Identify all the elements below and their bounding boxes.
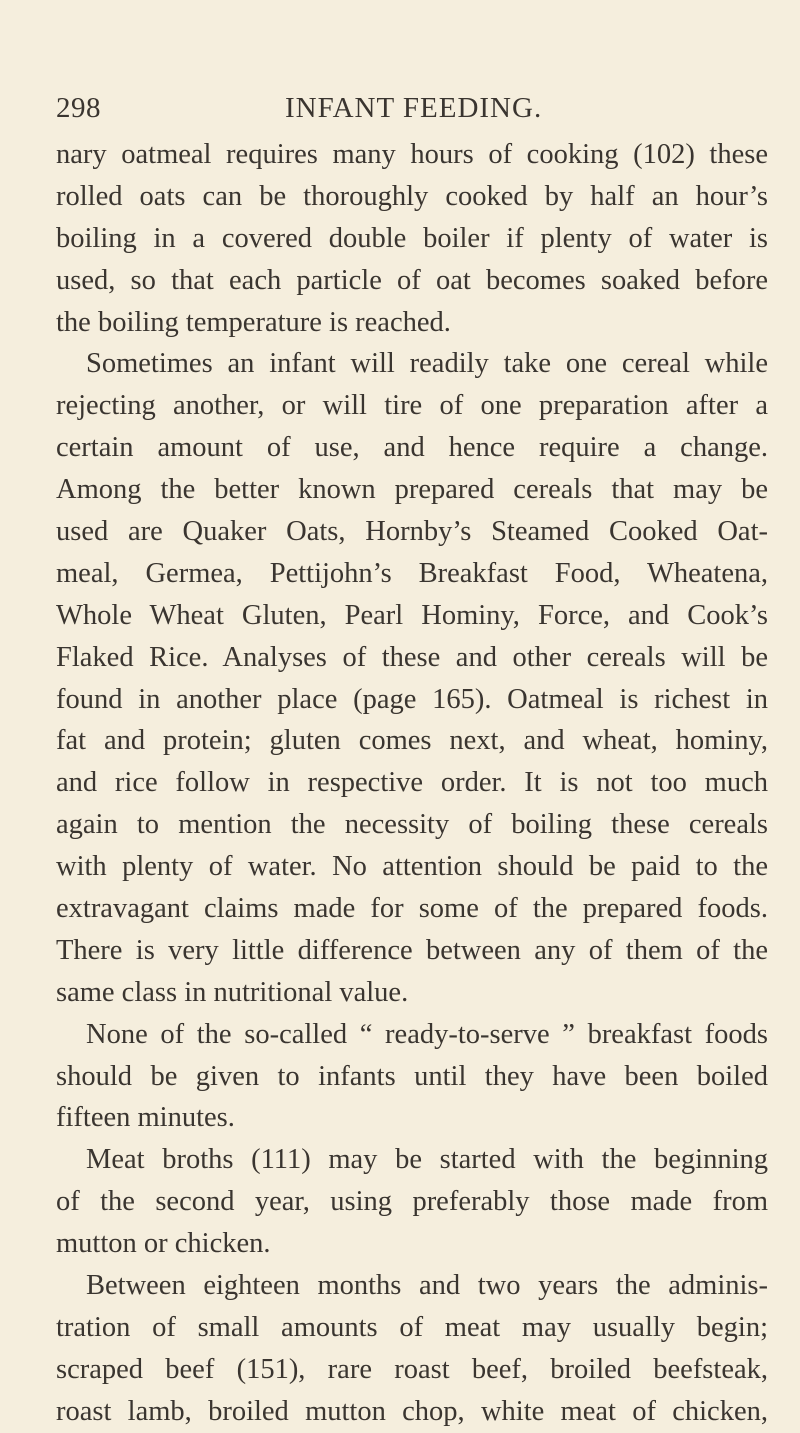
text-line: meal, Germea, Pettijohn’s Breakfast Food, Wheatena, bbox=[56, 557, 768, 589]
running-head bbox=[56, 88, 756, 128]
text-line: Flaked Rice. Analyses of these and other cereals will be bbox=[56, 641, 768, 673]
text-line: same class in nutritional value. bbox=[56, 976, 409, 1008]
text-line: Meat broths (111) may be started with the beginning bbox=[86, 1144, 768, 1176]
text-line: used, so that each particle of oat becomes soaked before bbox=[56, 264, 768, 296]
text-line: rolled oats can be thoroughly cooked by half an hour’s bbox=[56, 180, 768, 212]
text-line: Whole Wheat Gluten, Pearl Hominy, Force, and Cook’s bbox=[56, 599, 768, 631]
text-line: scraped beef (151), rare roast beef, broiled beefsteak, bbox=[56, 1353, 768, 1385]
text-line: of the second year, using preferably those made from bbox=[56, 1186, 768, 1218]
text-line: the boiling temperature is reached. bbox=[56, 306, 451, 338]
text-line: fat and protein; gluten comes next, and wheat, hominy, bbox=[56, 725, 768, 757]
text-line: nary oatmeal requires many hours of cooking (102) these bbox=[56, 139, 768, 170]
text-line: with plenty of water. No attention should be paid to the bbox=[56, 851, 768, 883]
text-line: certain amount of use, and hence require a change. bbox=[56, 432, 768, 464]
text-line: should be given to infants until they have been boiled bbox=[56, 1060, 768, 1092]
text-line: tration of small amounts of meat may usually begin; bbox=[56, 1311, 768, 1343]
text-line: Among the better known prepared cereals that may be bbox=[56, 474, 768, 506]
text-line: fifteen minutes. bbox=[56, 1102, 235, 1134]
text-line: There is very little difference between any of them of the bbox=[56, 934, 768, 966]
text-line: rejecting another, or will tire of one preparation after a bbox=[56, 390, 768, 422]
text-line: None of the so-called “ ready-to-serve ” breakfast foods bbox=[86, 1018, 768, 1050]
text-line: extravagant claims made for some of the prepared foods. bbox=[56, 893, 768, 925]
text-line: Between eighteen months and two years the adminis- bbox=[86, 1270, 768, 1302]
text-line: boiling in a covered double boiler if plenty of water is bbox=[56, 222, 768, 254]
text-line: roast lamb, broiled mutton chop, white meat of chicken, bbox=[56, 1395, 768, 1427]
text-line: Sometimes an infant will readily take one cereal while bbox=[86, 348, 768, 380]
text-line: mutton or chicken. bbox=[56, 1228, 271, 1260]
text-line: and rice follow in respective order. It is not too much bbox=[56, 767, 768, 799]
body-text bbox=[56, 134, 768, 1433]
text-line: used are Quaker Oats, Hornby’s Steamed Cooked Oat- bbox=[56, 516, 768, 548]
text-line: again to mention the necessity of boiling these cereals bbox=[56, 809, 768, 841]
running-title: INFANT FEEDING. bbox=[285, 92, 543, 124]
page-number: 298 bbox=[56, 92, 101, 124]
text-line: found in another place (page 165). Oatmeal is richest in bbox=[56, 683, 768, 715]
